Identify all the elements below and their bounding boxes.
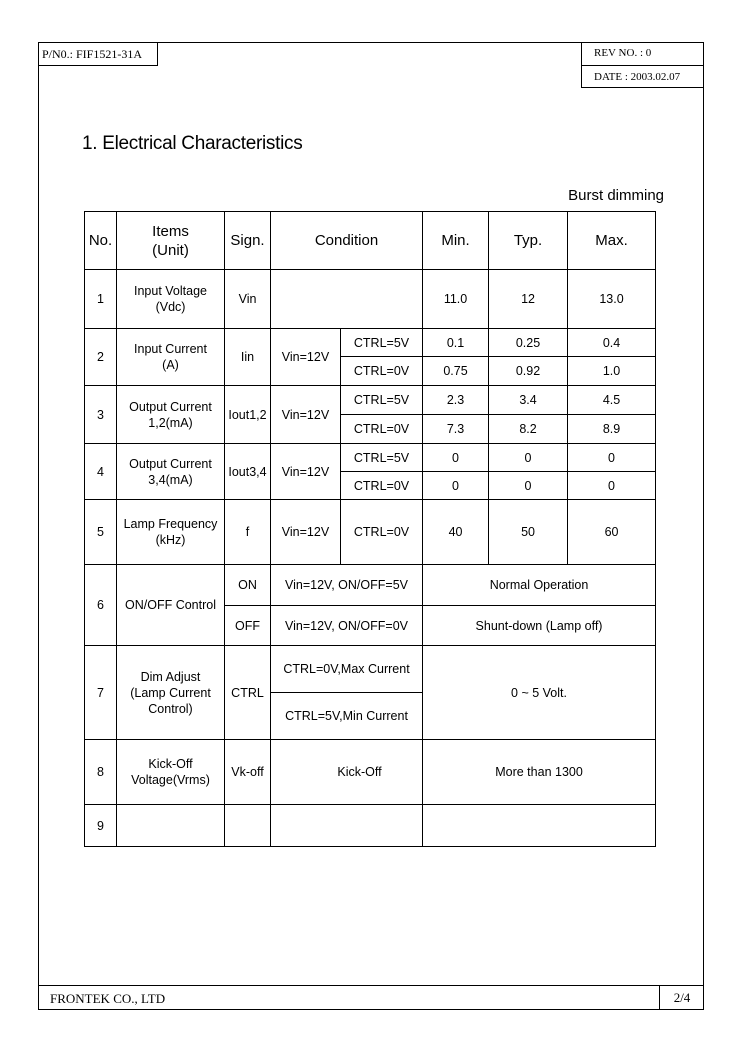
row-ctrl: CTRL=0V [341, 500, 423, 565]
row-condition: CTRL=0V,Max Current [271, 646, 423, 693]
row-item [117, 444, 225, 500]
row-condition: Vin=12V [271, 500, 341, 565]
row-ctrl: CTRL=5V [341, 329, 423, 357]
row-no: 7 [85, 646, 117, 740]
header-min: Min. [423, 212, 489, 270]
row-typ: 8.2 [489, 415, 568, 444]
header-no: No. [85, 212, 117, 270]
row-max: 60 [568, 500, 656, 565]
row-max: 8.9 [568, 415, 656, 444]
table-row [85, 646, 656, 693]
row-min: 11.0 [423, 270, 489, 329]
item-line: 1,2(mA) [148, 415, 193, 430]
item-line: Dim Adjust [140, 669, 201, 684]
row-typ: 0.92 [489, 357, 568, 386]
row-ctrl: CTRL=0V [341, 415, 423, 444]
row-typ: 50 [489, 500, 568, 565]
table-row [85, 500, 656, 565]
row-typ: 0.25 [489, 329, 568, 357]
header-max: Max. [568, 212, 656, 270]
company-name: FRONTEK CO., LTD [50, 991, 166, 1006]
row-ctrl: CTRL=0V [341, 357, 423, 386]
row-min: 0.75 [423, 357, 489, 386]
row-item [117, 805, 225, 847]
row-typ: 3.4 [489, 386, 568, 415]
header-items [117, 212, 225, 270]
table-row [85, 805, 656, 847]
row-max: 13.0 [568, 270, 656, 329]
row-sign: f [225, 500, 271, 565]
row-condition: Vin=12V [271, 329, 341, 386]
row-value: Normal Operation [423, 565, 656, 606]
electrical-characteristics-table [84, 211, 656, 847]
item-line: Input Voltage [134, 284, 207, 298]
row-item [117, 646, 225, 740]
rev-number: REV NO. : 0 [582, 42, 704, 66]
row-max: 0.4 [568, 329, 656, 357]
row-typ: 0 [489, 444, 568, 472]
revision-box [581, 42, 704, 88]
row-min: 7.3 [423, 415, 489, 444]
row-condition [271, 270, 423, 329]
section-title: 1. Electrical Characteristics [82, 133, 303, 154]
row-no: 1 [85, 270, 117, 329]
row-item [117, 329, 225, 386]
row-item [117, 270, 225, 329]
row-no: 9 [85, 805, 117, 847]
row-value: 0 ~ 5 Volt. [423, 646, 656, 740]
row-min: 0 [423, 472, 489, 500]
row-sign: Vin [225, 270, 271, 329]
row-min: 0.1 [423, 329, 489, 357]
row-sign [225, 805, 271, 847]
row-condition: CTRL=5V,Min Current [271, 693, 423, 740]
item-line: Control) [148, 701, 193, 716]
row-no: 6 [85, 565, 117, 646]
table-row [85, 386, 656, 415]
row-condition: Vin=12V [271, 386, 341, 444]
row-value: Shunt-down (Lamp off) [423, 606, 656, 646]
row-condition: Vin=12V [271, 444, 341, 500]
part-number: P/N0.: FIF1521-31A [38, 42, 158, 66]
row-item [117, 386, 225, 444]
item-line: 3,4(mA) [148, 472, 193, 487]
item-line: (A) [162, 358, 179, 372]
row-ctrl: CTRL=0V [341, 472, 423, 500]
page-number: 2/4 [659, 985, 704, 1010]
table-header-row [85, 212, 656, 270]
header-items-line2: (Unit) [152, 241, 189, 259]
item-line: Input Current [134, 342, 207, 356]
row-sign: Iin [225, 329, 271, 386]
table-row [85, 565, 656, 606]
item-line: Kick-Off [148, 757, 193, 771]
item-line: (Lamp Current [130, 685, 211, 700]
row-value [423, 805, 656, 847]
row-item [117, 500, 225, 565]
item-line: (kHz) [155, 533, 186, 547]
row-sign: Iout3,4 [225, 444, 271, 500]
row-min: 40 [423, 500, 489, 565]
row-condition: Vin=12V, ON/OFF=0V [271, 606, 423, 646]
header-condition: Condition [271, 212, 423, 270]
row-condition: Vin=12V, ON/OFF=5V [271, 565, 423, 606]
item-line: Output Current [129, 399, 212, 414]
row-typ: 12 [489, 270, 568, 329]
table-row [85, 329, 656, 357]
table-row [85, 444, 656, 472]
row-max: 4.5 [568, 386, 656, 415]
item-line: Voltage(Vrms) [131, 773, 210, 787]
row-value: More than 1300 [423, 740, 656, 805]
footer-divider [38, 985, 704, 986]
row-no: 8 [85, 740, 117, 805]
row-item: ON/OFF Control [117, 565, 225, 646]
row-no: 2 [85, 329, 117, 386]
item-line: (Vdc) [155, 300, 186, 314]
section-subtitle: Burst dimming [568, 187, 664, 204]
row-sign: Iout1,2 [225, 386, 271, 444]
row-ctrl: CTRL=5V [341, 386, 423, 415]
table-row [85, 270, 656, 329]
item-line: Output Current [129, 456, 212, 471]
row-max: 0 [568, 444, 656, 472]
row-sign: OFF [225, 606, 271, 646]
row-ctrl: CTRL=5V [341, 444, 423, 472]
row-sign: ON [225, 565, 271, 606]
row-min: 0 [423, 444, 489, 472]
table-row [85, 740, 656, 805]
row-no: 5 [85, 500, 117, 565]
row-sign: Vk-off [225, 740, 271, 805]
row-condition: Kick-Off [271, 740, 423, 805]
row-item [117, 740, 225, 805]
header-sign: Sign. [225, 212, 271, 270]
item-line: Lamp Frequency [123, 517, 218, 531]
row-condition [271, 805, 423, 847]
header-typ: Typ. [489, 212, 568, 270]
rev-date: DATE : 2003.02.07 [594, 71, 681, 83]
row-max: 0 [568, 472, 656, 500]
header-items-line1: Items [152, 222, 189, 240]
row-typ: 0 [489, 472, 568, 500]
row-max: 1.0 [568, 357, 656, 386]
row-no: 3 [85, 386, 117, 444]
row-min: 2.3 [423, 386, 489, 415]
row-no: 4 [85, 444, 117, 500]
row-sign: CTRL [225, 646, 271, 740]
